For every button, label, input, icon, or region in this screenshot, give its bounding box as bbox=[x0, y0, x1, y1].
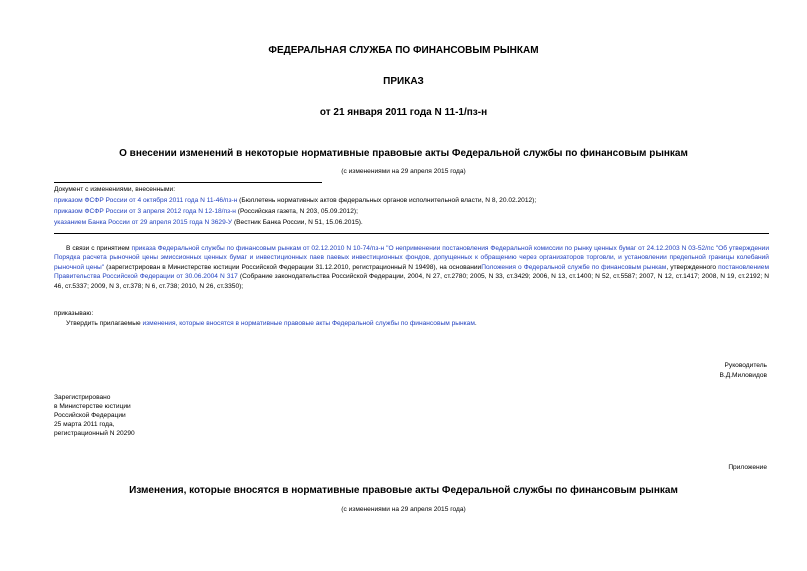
signature-name: В.Д.Миловидов bbox=[719, 372, 767, 379]
registration-line: регистрационный N 20290 bbox=[54, 430, 135, 437]
bottom-divider bbox=[54, 233, 769, 234]
change-rest-2: (Российская газета, N 203, 05.09.2012); bbox=[235, 208, 358, 215]
preamble-text-2: (зарегистрирован в Министерстве юстиции Российской Федерации 31.12.2010, регистрационный N 19498), на основании bbox=[104, 263, 482, 271]
registration-block bbox=[54, 393, 135, 438]
preamble-text-3: , утвержденного bbox=[666, 263, 719, 271]
registration-line: Российской Федерации bbox=[54, 412, 126, 419]
change-rest-3: (Вестник Банка России, N 51, 15.06.2015). bbox=[232, 219, 363, 226]
change-rest-1: (Бюллетень нормативных актов федеральных органов исполнительной власти, N 8, 20.02.2012); bbox=[237, 197, 537, 204]
order-link[interactable]: приказа Федеральной службы по финансовым рынкам от 02.12.2010 N 10-74/пз-н "О неприменении постановления Федеральной комиссии по рынку ценных бумаг от 24.12.2003 N 03-52/пс "Об утверждении Порядка расчета рыночной цены эмиссионных ценных бумаг и инвестиционных паев паевых инвестиционных фондов, допущенных к обращению через организаторов торговли, и установлении предельной границы колебаний рыночной цены" bbox=[54, 245, 770, 271]
change-item-2 bbox=[54, 207, 764, 216]
change-item-3 bbox=[54, 218, 764, 227]
amended-note: (с изменениями на 29 апреля 2015 года) bbox=[341, 168, 466, 175]
regulation-link[interactable]: Положения о Федеральной службе по финансовым рынкам bbox=[481, 263, 667, 271]
appendix-label: Приложение bbox=[728, 464, 767, 471]
registration-line: в Министерстве юстиции bbox=[54, 403, 131, 410]
change-item-1 bbox=[54, 196, 764, 205]
change-link-1[interactable]: приказом ФСФР России от 4 октября 2011 года N 11-46/пз-н bbox=[54, 197, 238, 204]
approve-text-1: Утвердить прилагаемые bbox=[66, 320, 143, 327]
appendix-title: Изменения, которые вносятся в нормативные правовые акты Федеральной службы по финансовым рынкам bbox=[129, 485, 678, 496]
approve-paragraph bbox=[66, 319, 766, 328]
change-link-2[interactable]: приказом ФСФР России от 3 апреля 2012 года N 12-18/пз-н bbox=[54, 208, 236, 215]
agency-title: ФЕДЕРАЛЬНАЯ СЛУЖБА ПО ФИНАНСОВЫМ РЫНКАМ bbox=[268, 45, 539, 56]
registration-line: 25 марта 2011 года, bbox=[54, 421, 115, 428]
changes-intro: Документ с изменениями, внесенными: bbox=[54, 186, 176, 193]
registration-line: Зарегистрировано bbox=[54, 394, 111, 401]
preamble-paragraph bbox=[54, 244, 769, 291]
changes-link[interactable]: изменения, которые вносятся в нормативные правовые акты Федеральной службы по финансовым рынкам bbox=[142, 320, 475, 327]
preamble-text-4: (Собрание законодательства Российской Федерации, 2004, N 27, ст.2780; 2005, N 33, ст.3429; 2006, N 13, ст.1400; N 52, ст.5587; 2007, N 12, ст.1417; 2008, N 19, ст.2192; N 46, ст.5337; 2009, N 3, ст.378; N 6, ст.738; 2010, N 26, ст.3350); bbox=[54, 273, 770, 290]
top-divider bbox=[54, 182, 322, 183]
doc-type: ПРИКАЗ bbox=[383, 76, 424, 87]
signature-role: Руководитель bbox=[724, 362, 767, 369]
doc-title: О внесении изменений в некоторые нормативные правовые акты Федеральной службы по финансовым рынкам bbox=[119, 148, 688, 159]
appendix-amended: (с изменениями на 29 апреля 2015 года) bbox=[341, 506, 466, 513]
change-link-3[interactable]: указанием Банка России от 29 апреля 2015 года N 3629-У bbox=[54, 219, 233, 226]
approve-text-2: . bbox=[474, 320, 477, 327]
order-word: приказываю: bbox=[54, 310, 94, 317]
preamble-text-1: В связи с принятием bbox=[66, 245, 132, 252]
doc-date-number: от 21 января 2011 года N 11-1/пз-н bbox=[319, 107, 488, 118]
resolution-link[interactable]: постановлением Правительства Российской Федерации от 30.06.2004 N 317 bbox=[54, 263, 770, 281]
